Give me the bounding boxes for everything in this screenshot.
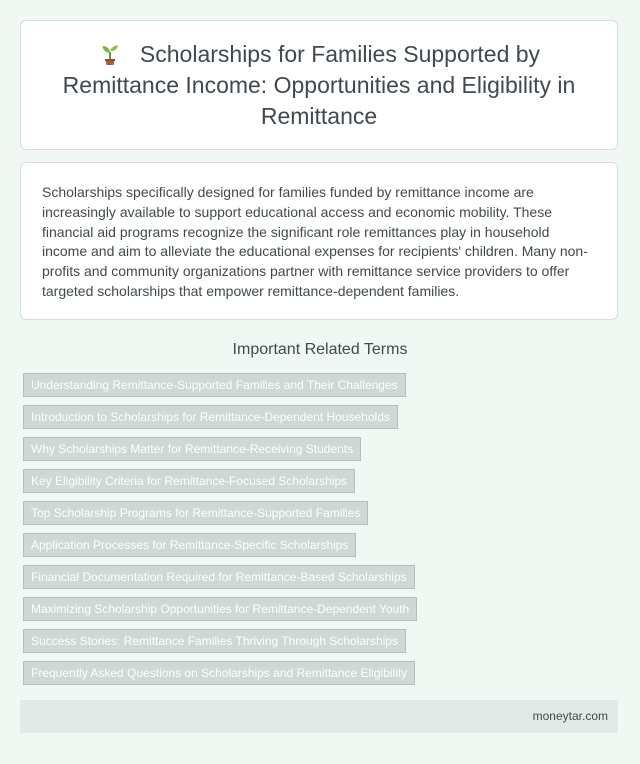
- related-term-link[interactable]: Top Scholarship Programs for Remittance-Supported Families: [23, 501, 368, 525]
- page-title-text: Scholarships for Families Supported by Remittance Income: Opportunities and Eligibility in Remittance: [62, 40, 576, 129]
- related-term-link[interactable]: Financial Documentation Required for Remittance-Based Scholarships: [23, 565, 415, 589]
- footer-site-name: moneytar.com: [532, 709, 608, 723]
- related-terms-list: [23, 373, 417, 693]
- title-card: [20, 20, 618, 150]
- related-term-link[interactable]: Key Eligibility Criteria for Remittance-Focused Scholarships: [23, 469, 355, 493]
- page-title: [51, 39, 587, 132]
- related-term-link[interactable]: Introduction to Scholarships for Remittance-Dependent Households: [23, 405, 398, 429]
- sprout-icon: [98, 41, 122, 65]
- related-terms-heading: Important Related Terms: [232, 341, 408, 358]
- related-term-link[interactable]: Why Scholarships Matter for Remittance-Receiving Students: [23, 437, 361, 461]
- related-term-link[interactable]: Success Stories: Remittance Families Thriving Through Scholarships: [23, 629, 406, 653]
- related-term-link[interactable]: Application Processes for Remittance-Specific Scholarships: [23, 533, 356, 557]
- intro-paragraph: Scholarships specifically designed for families funded by remittance income are increasingly available to support educational access and economic mobility. These financial aid programs recognize the significant role remittances play in household income and aim to alleviate the educational expenses for recipients' children. Many non-profits and community organizations partner with remittance service providers to offer targeted scholarships that empower remittance-dependent families.: [42, 184, 588, 299]
- footer: [20, 700, 618, 733]
- related-term-link[interactable]: Maximizing Scholarship Opportunities for Remittance-Dependent Youth: [23, 597, 417, 621]
- related-term-link[interactable]: Understanding Remittance-Supported Families and Their Challenges: [23, 373, 406, 397]
- intro-card: [20, 162, 618, 320]
- related-term-link[interactable]: Frequently Asked Questions on Scholarships and Remittance Eligibility: [23, 661, 415, 685]
